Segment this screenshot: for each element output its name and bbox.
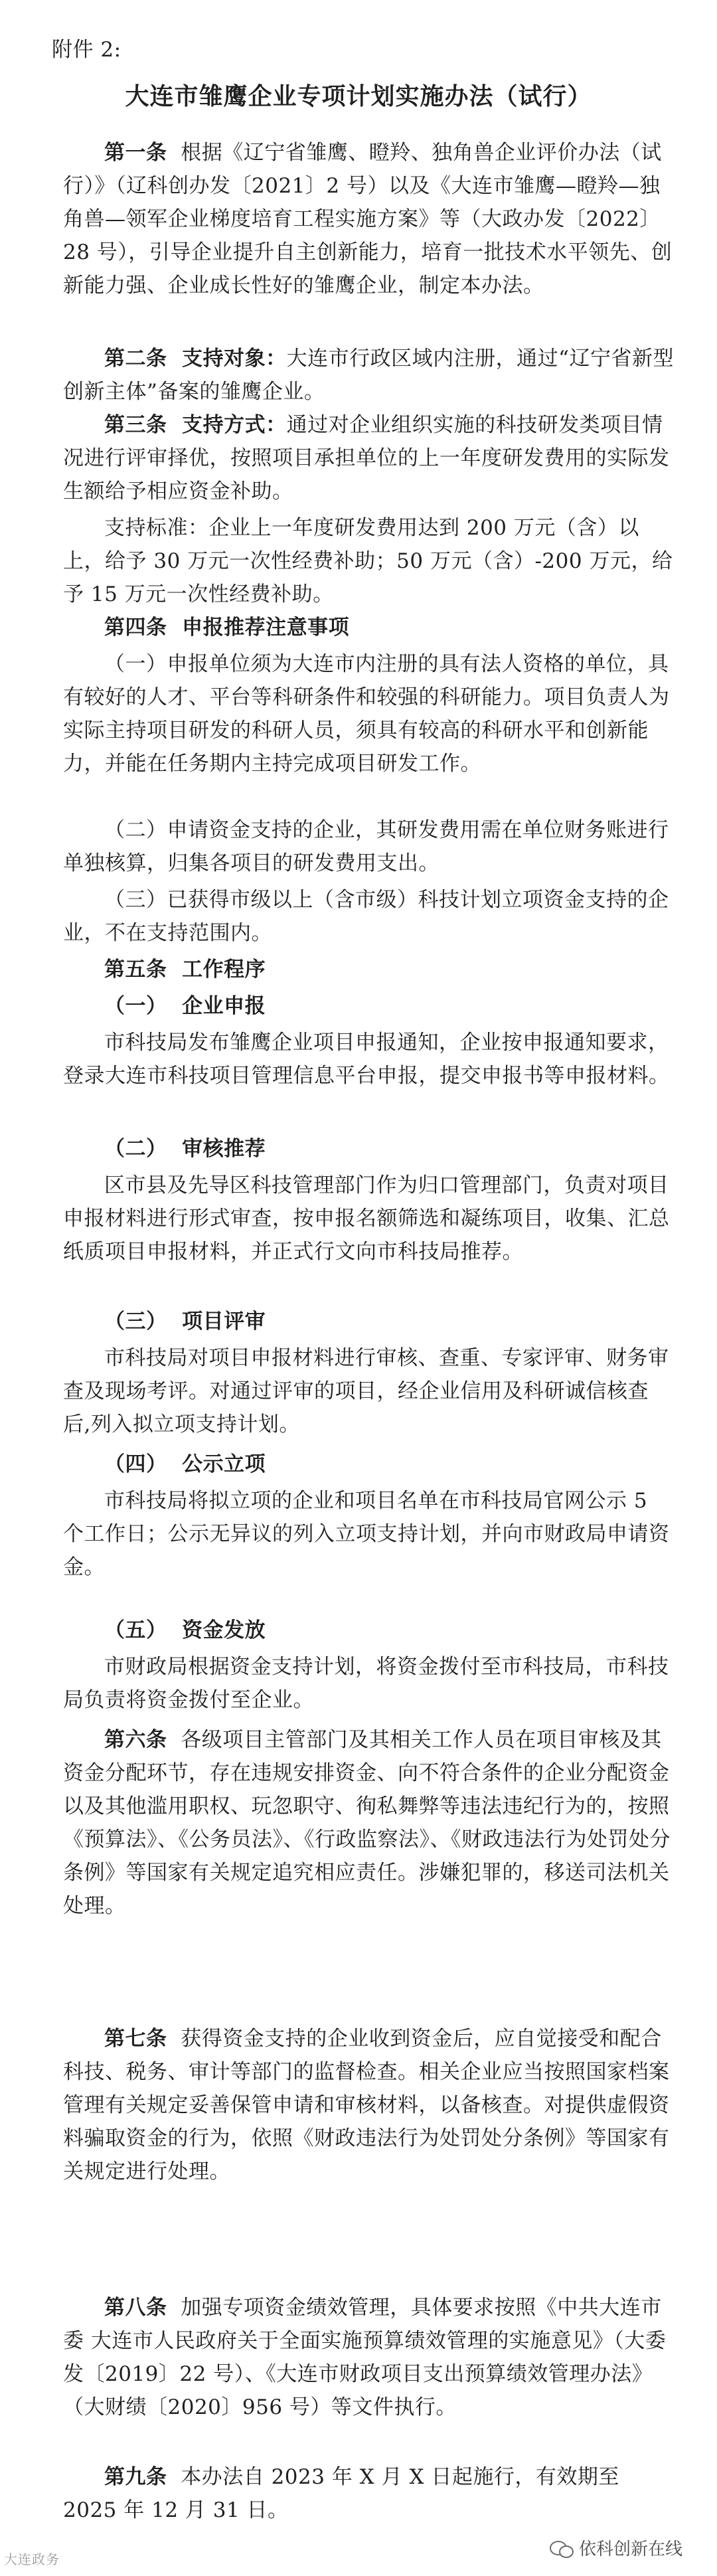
step-2-title: （二） 审核推荐 (104, 1137, 266, 1161)
article-4-item-1: （一）申报单位须为大连市内注册的具有法人资格的单位，具有较好的人才、平台等科研条件和较强的科研能力。项目负责人为实际主持项目研发的科研人员，须具有较高的科研水平和创新能力，并能在任务期内主持完成项目研发工作。 (63, 652, 670, 776)
step-3-text: 市科技局对项目申报材料进行审核、查重、专家评审、财务审查及现场考评。对通过评审的项目，经企业信用及科研诚信核查后,列入拟立项支持计划。 (63, 1346, 669, 1436)
step-5-text: 市财政局根据资金支持计划，将资金拨付至市科技局，市科技局负责将资金拨付至企业。 (63, 1655, 669, 1712)
step-4-title: （四） 公示立项 (104, 1452, 266, 1476)
step-5-title: （五） 资金发放 (104, 1618, 266, 1642)
step-3-title: （三） 项目评审 (104, 1310, 266, 1333)
step-2-text: 区市县及先导区科技管理部门作为归口管理部门，负责对项目申报材料进行形式审查，按申报名额筛选和凝练项目，收集、汇总纸质项目申报材料，并正式行文向市科技局推荐。 (63, 1173, 670, 1264)
article-3 (63, 408, 674, 508)
article-2-text: 大连市行政区域内注册，通过“辽宁省新型创新主体”备案的雏鹰企业。 (63, 347, 674, 404)
article-1 (63, 136, 674, 302)
article-5-heading: 第五条 工作程序 (104, 958, 266, 982)
article-8 (63, 2291, 674, 2424)
article-7-text: 获得资金支持的企业收到资金后，应自觉接受和配合科技、税务、审计等部门的监督检查。相关企业应当按照国家档案管理有关规定妥善保管申请和审核材料，以备核查。对提供虚假资料骗取资金的行为，依照《财政违法行为处罚处分条例》等国家有关规定进行处理。 (63, 2027, 670, 2184)
article-8-text: 加强专项资金绩效管理，具体要求按照《中共大连市委 大连市人民政府关于全面实施预算绩效管理的实施意见》（大委发〔2019〕22 号）、《大连市财政项目支出预算绩效管理办法》（大财绩〔2020〕956 号）等文件执行。 (63, 2296, 667, 2419)
corner-mark: 大连政务 (4, 2551, 60, 2567)
article-3-lead: 第三条 支持方式： (104, 413, 287, 437)
article-2 (63, 342, 674, 408)
article-7 (63, 2022, 674, 2188)
article-1-text: 根据《辽宁省雏鹰、瞪羚、独角兽企业评价办法（试行）》（辽科创办发〔2021〕2 号）以及《大连市雏鹰—瞪羚—独角兽—领军企业梯度培育工程实施方案》等（大政办发〔2022〕28 号），引导企业提升自主创新能力，培育一批技术水平领先、创新能力强、企业成长性好的雏鹰企业，制定本办法。 (63, 141, 673, 298)
article-1-lead: 第一条 (104, 141, 167, 165)
article-8-lead: 第八条 (104, 2296, 167, 2320)
article-4-item-2: （二）申请资金支持的企业，其研发费用需在单位财务账进行单独核算，归集各项目的研发费用支出。 (63, 818, 669, 875)
article-4-item-3: （三）已获得市级以上（含市级）科技计划立项资金支持的企业，不在支持范围内。 (63, 888, 669, 945)
article-6-lead: 第六条 (104, 1728, 167, 1752)
article-7-lead: 第七条 (104, 2027, 167, 2051)
article-6-text: 各级项目主管部门及其相关工作人员在项目审核及其资金分配环节，存在违规安排资金、向不符合条件的企业分配资金以及其他滥用职权、玩忽职守、徇私舞弊等违法违纪行为的，按照《预算法》、《公务员法》、《行政监察法》、《财政违法行为处罚处分条例》等国家有关规定追究相应责任。涉嫌犯罪的，移送司法机关处理。 (63, 1728, 671, 1918)
article-6 (63, 1723, 674, 1923)
appendix-label: 附件 2: (52, 38, 121, 62)
article-9 (63, 2460, 674, 2527)
step-4-text: 市科技局将拟立项的企业和项目名单在市科技局官网公示 5 个工作日；公示无异议的列入立项支持计划，并向市财政局申请资金。 (63, 1489, 670, 1579)
article-3-standard: 支持标准：企业上一年度研发费用达到 200 万元（含）以上，给予 30 万元一次性经费补助；50 万元（含）-200 万元，给予 15 万元一次性经费补助。 (63, 516, 673, 606)
step-1-text: 市科技局发布雏鹰企业项目申报通知，企业按申报通知要求，登录大连市科技项目管理信息平台申报，提交申报书等申报材料。 (63, 1031, 670, 1088)
article-4-heading: 第四条 申报推荐注意事项 (104, 616, 350, 640)
watermark-text: 依科创新在线 (578, 2539, 682, 2559)
watermark (550, 2535, 682, 2560)
article-9-text: 本办法自 2023 年 X 月 X 日起施行，有效期至 2025 年 12 月 31 日。 (63, 2465, 627, 2522)
step-1-title: （一） 企业申报 (104, 994, 266, 1018)
article-3-text: 通过对企业组织实施的科技研发类项目情况进行评审择优，按照项目承担单位的上一年度研发费用的实际发生额给予相应资金补助。 (63, 413, 670, 503)
document-title: 大连市雏鹰企业专项计划实施办法（试行） (125, 82, 592, 110)
article-9-lead: 第九条 (104, 2465, 167, 2489)
wechat-icon (550, 2539, 572, 2557)
article-2-lead: 第二条 支持对象： (104, 347, 287, 371)
